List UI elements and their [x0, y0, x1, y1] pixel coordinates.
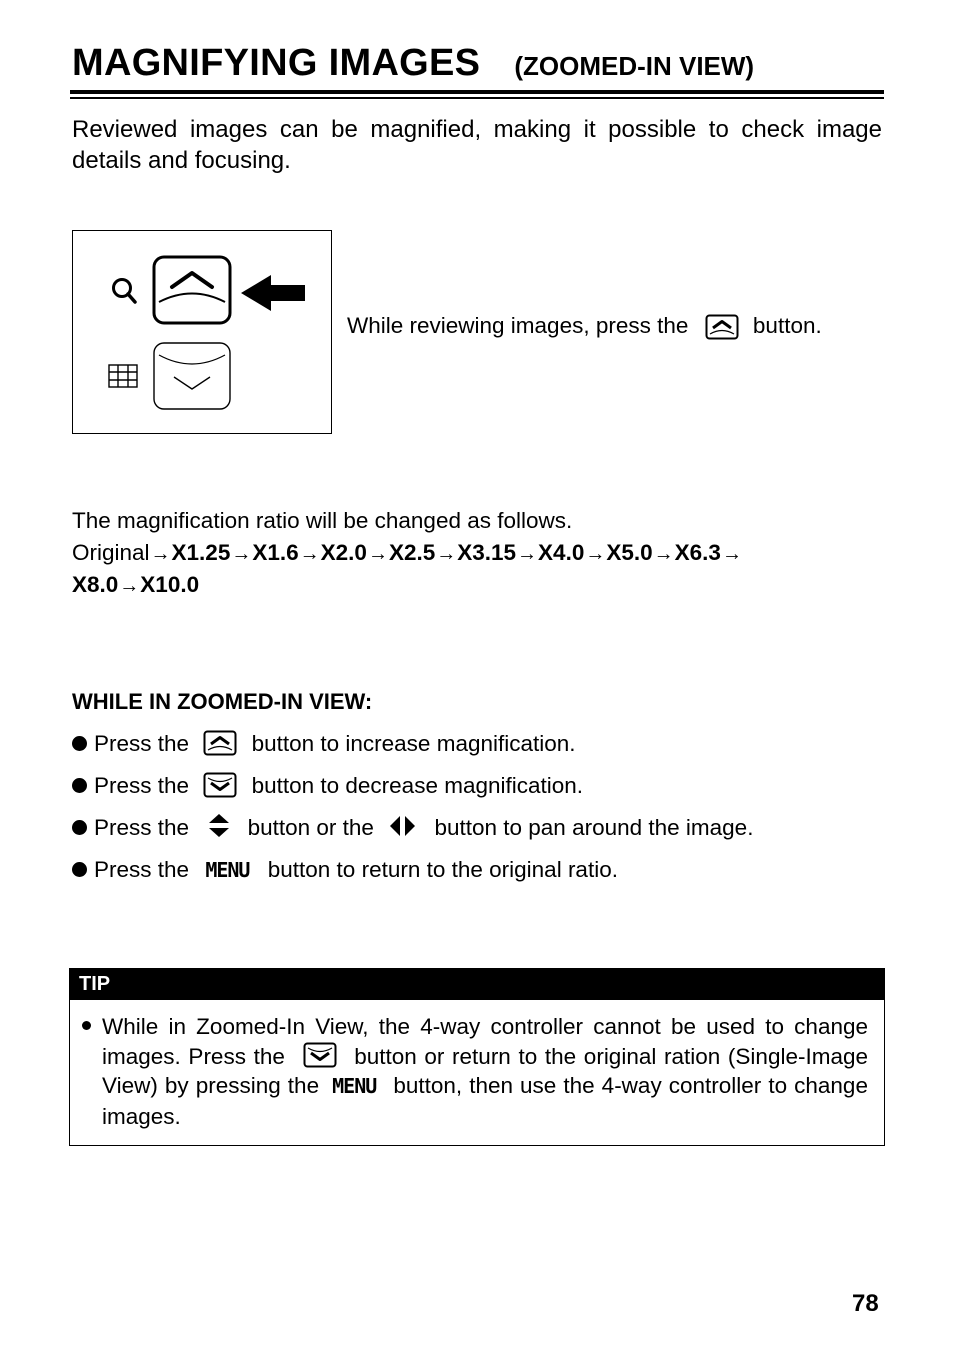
ratio-step: X10.0 — [140, 572, 200, 597]
magnifier-icon — [114, 280, 136, 303]
bullet-text: button to decrease magnification. — [251, 773, 584, 798]
ratio-step: X6.3 — [674, 540, 721, 565]
bullet-text: button or the — [247, 815, 374, 840]
bullet-increase — [72, 729, 576, 759]
tip-text-part3: button, then use the 4-way controller to change images. — [102, 1073, 868, 1129]
button-figure — [72, 230, 332, 434]
arrow-right-icon: → — [150, 543, 171, 565]
ratio-step: X5.0 — [606, 540, 653, 565]
bullet-text: Press the — [94, 731, 190, 756]
arrow-right-icon: → — [585, 543, 606, 565]
arrow-right-icon: → — [299, 543, 320, 565]
left-right-arrows-icon — [388, 813, 418, 839]
ratio-label: The magnification ratio will be changed as follows. — [72, 508, 573, 533]
bullet-text: button to increase magnification. — [251, 731, 576, 756]
zoomed-heading: WHILE IN ZOOMED-IN VIEW: — [72, 689, 373, 714]
ratio-sequence-line1 — [72, 540, 743, 566]
zoom-down-button-icon — [203, 772, 237, 798]
zoom-up-button-icon — [154, 257, 230, 323]
ratio-step: X2.0 — [320, 540, 367, 565]
intro-paragraph: Reviewed images can be magnified, making it possible to check image details and focusing. — [72, 116, 882, 174]
figure-caption-after: button. — [752, 313, 822, 338]
menu-button-label: MENU — [205, 858, 250, 882]
title-rule-thick — [70, 90, 884, 94]
arrow-right-icon: → — [367, 543, 388, 565]
tip-text-part2: button or return to the original ration (Single-Image View) by pressing the — [102, 1043, 868, 1098]
zoom-down-button-icon — [154, 343, 230, 409]
title-rule-thin — [70, 97, 884, 99]
ratio-step: X4.0 — [538, 540, 585, 565]
bullet-text: Press the — [94, 773, 190, 798]
figure-caption-before: While reviewing images, press the — [347, 313, 689, 338]
bullet-text: button to pan around the image. — [434, 815, 754, 840]
bullet-dot — [72, 736, 87, 751]
up-down-arrows-icon — [205, 812, 233, 840]
bullet-text: Press the — [94, 857, 190, 882]
ratio-start: Original — [72, 540, 150, 565]
bullet-dot — [72, 778, 87, 793]
tip-text — [102, 1012, 868, 1131]
bullet-menu — [72, 855, 618, 885]
arrow-right-icon: → — [231, 543, 252, 565]
bullet-text: Press the — [94, 815, 190, 840]
arrow-right-icon: → — [653, 543, 674, 565]
page-number: 78 — [852, 1290, 879, 1317]
button-figure-drawing — [73, 231, 333, 435]
bullet-decrease — [72, 771, 583, 801]
arrow-right-icon: → — [119, 575, 140, 597]
tip-heading: TIP — [69, 968, 885, 1000]
ratio-step: X8.0 — [72, 572, 119, 597]
ratio-sequence-line2 — [72, 572, 199, 598]
bullet-text: button to return to the original ratio. — [267, 857, 618, 882]
page-title — [72, 42, 754, 85]
ratio-step: X2.5 — [388, 540, 436, 565]
bullet-dot — [72, 820, 87, 835]
figure-caption — [347, 313, 822, 340]
ratio-step: X1.25 — [171, 540, 231, 565]
zoom-up-button-icon — [203, 730, 237, 756]
bullet-pan — [72, 813, 753, 843]
arrow-right-icon: → — [517, 543, 538, 565]
arrow-right-icon: → — [436, 543, 457, 565]
title-main: MAGNIFYING IMAGES — [72, 42, 481, 84]
zoom-down-button-icon — [303, 1042, 337, 1068]
ratio-step: X3.15 — [457, 540, 517, 565]
title-subtitle: (ZOOMED-IN VIEW) — [514, 51, 755, 81]
tip-bullet-dot — [82, 1021, 91, 1030]
thumbnail-grid-icon — [109, 365, 137, 387]
tip-text-part1: While in Zoomed-In View, the 4-way controller cannot be used to change images. Press the — [102, 1014, 868, 1069]
ratio-step: X1.6 — [252, 540, 299, 565]
bullet-dot — [72, 862, 87, 877]
menu-button-label: MENU — [332, 1074, 377, 1098]
arrow-right-icon: → — [721, 543, 742, 565]
pointer-arrow-icon — [241, 275, 305, 311]
zoom-up-button-icon — [705, 314, 739, 340]
